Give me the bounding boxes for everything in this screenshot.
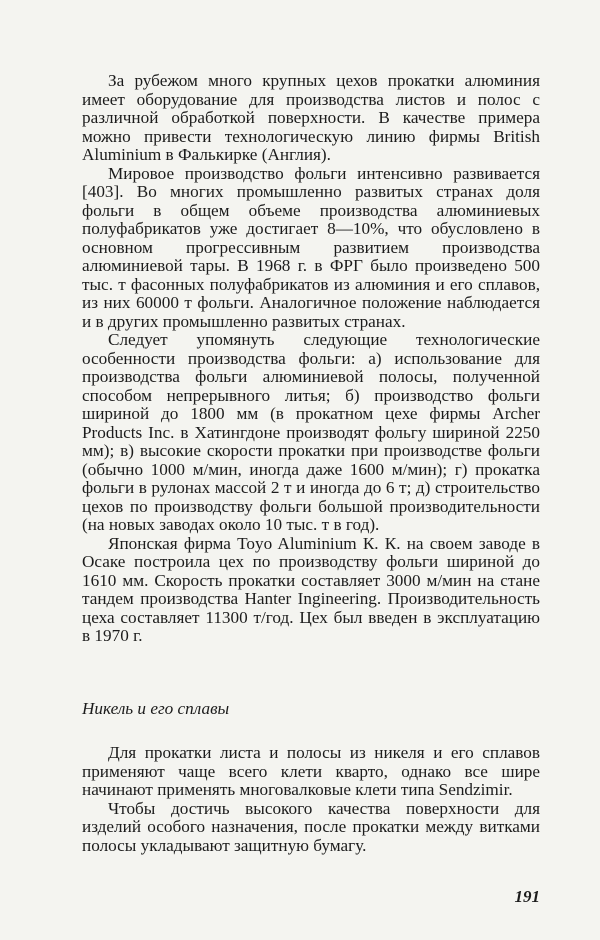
text-block-foil	[82, 72, 540, 646]
text-block-nickel	[82, 744, 540, 855]
page-number: 191	[514, 887, 540, 906]
section-heading-nickel: Никель и его сплавы	[82, 699, 230, 718]
paragraph-protective-paper: Чтобы достичь высокого качества поверхности для изделий особого назначения, после прокатки между витками полосы укладывают защитную бумагу.	[82, 798, 540, 855]
paragraph-foil-production: Мировое производство фольги интенсивно развивается [403]. Во многих промышленно развитых странах доля фольги в общем объеме производства алюминиевых полуфабрикатов уже достигает 8—10%, что обусловлено в основном прогрессивным развитием производства алюминиевой тары. В 1968 г. в ФРГ было произведено 500 тыс. т фасонных полуфабрикатов из алюминия и его сплавов, из них 60000 т фольги. Аналогичное положение наблюдается и в других промышленно развитых странах.	[82, 163, 540, 331]
paragraph-aluminium-shops: За рубежом много крупных цехов прокатки алюминия имеет оборудование для производства листов и полос с различной обработкой поверхности. В качестве примера можно привести технологическую линию фирмы British Aluminium в Фалькирке (Англия).	[82, 71, 540, 164]
paragraph-nickel-rolling: Для прокатки листа и полосы из никеля и его сплавов применяют чаще всего клети кварто, однако все шире начинают применять многовалковые клети типа Sendzimir.	[82, 743, 540, 799]
paragraph-foil-features: Следует упомянуть следующие технологические особенности производства фольги: а) использование для производства фольги алюминиевой полосы, полученной способом непрерывного литья; б) производство фольги шириной до 1800 мм (в прокатном цехе фирмы Archer Products Inc. в Хатингдоне производят фольгу шириной 2250 мм); в) высокие скорости прокатки при производстве фольги (обычно 1000 м/мин, иногда даже 1600 м/мин); г) прокатка фольги в рулонах массой 2 т и иногда до 6 т; д) строительство цехов по производству фольги большой производительности (на новых заводах около 10 тыс. т в год).	[82, 330, 540, 534]
paragraph-toyo-aluminium: Японская фирма Toyo Aluminium К. К. на своем заводе в Осаке построила цех по производству фольги шириной до 1610 мм. Скорость прокатки составляет 3000 м/мин на стане тандем производства Hanter Ingineering. Производительность цеха составляет 11300 т/год. Цех был введен в эксплуатацию в 1970 г.	[82, 533, 540, 645]
